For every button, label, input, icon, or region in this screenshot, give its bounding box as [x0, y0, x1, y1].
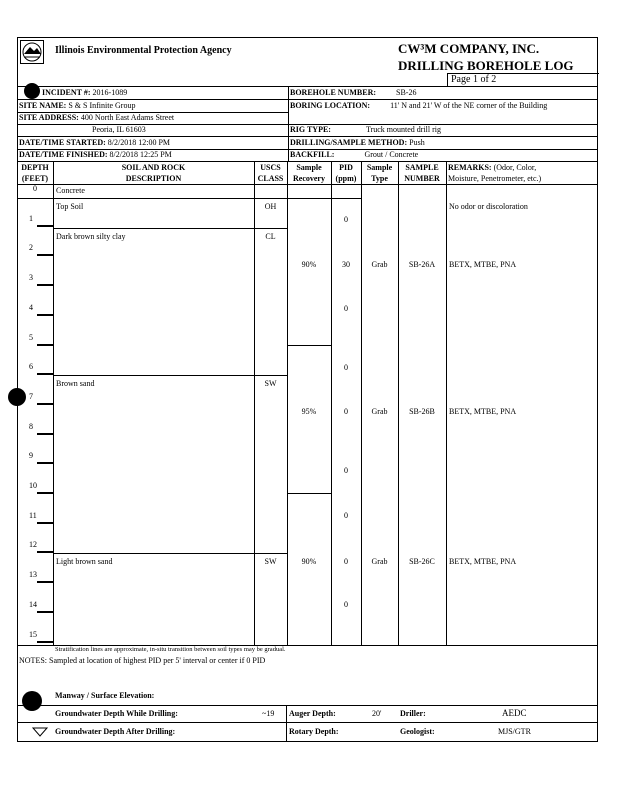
layer-uscs: CL — [265, 232, 276, 241]
agency-name: Illinois Environmental Protection Agency — [55, 45, 232, 56]
depth-tick — [37, 581, 53, 583]
finished-label: DATE/TIME FINISHED: — [19, 150, 108, 159]
started-label: DATE/TIME STARTED: — [19, 138, 106, 147]
layer-uscs: SW — [264, 379, 277, 388]
layer-desc: Top Soil — [56, 202, 84, 211]
sample-pid: 0 — [344, 407, 348, 416]
pid-reading: 0 — [344, 304, 348, 313]
backfill-value: Grout / Concrete — [364, 150, 419, 159]
method-label: DRILLING/SAMPLE METHOD: — [290, 138, 408, 147]
layer-desc: Light brown sand — [56, 557, 113, 566]
borehole-value: SB-26 — [396, 88, 417, 97]
pid-reading: 0 — [344, 215, 348, 224]
depth-tick — [37, 433, 53, 435]
depth-tick — [37, 641, 53, 643]
auger-label: Auger Depth: — [289, 709, 336, 718]
gw-after-label: Groundwater Depth After Drilling: — [55, 727, 176, 736]
depth-label: 11 — [29, 510, 37, 520]
borehole-label: BOREHOLE NUMBER: — [290, 88, 377, 97]
sample-number: SB-26C — [409, 557, 435, 566]
depth-tick — [37, 254, 53, 256]
recovery-col-header: Sample Recovery — [293, 163, 325, 183]
depth-label: 12 — [29, 540, 37, 550]
redaction-dot — [22, 691, 42, 711]
sample-pid: 30 — [342, 260, 350, 269]
layer-desc: Brown sand — [56, 379, 95, 388]
sample-number: SB-26A — [408, 260, 436, 269]
depth-label: 4 — [29, 302, 33, 312]
depth-tick — [37, 462, 53, 464]
pid-reading: 0 — [344, 363, 348, 372]
depth-tick — [37, 522, 53, 524]
depth-tick — [37, 314, 53, 316]
depth-label: 0 — [33, 184, 37, 193]
incident-value: 2016-1089 — [92, 88, 128, 97]
depth-label: 3 — [29, 273, 33, 283]
site-address-label: SITE ADDRESS: — [19, 113, 79, 122]
rig-label: RIG TYPE: — [290, 125, 331, 134]
site-name-label: SITE NAME: — [19, 101, 67, 110]
depth-label: 7 — [29, 391, 33, 401]
sample-recovery: 95% — [301, 407, 317, 416]
company-name: CW³M COMPANY, INC. — [398, 41, 540, 56]
redaction-dot — [24, 83, 40, 99]
sample-remarks: BETX, MTBE, PNA — [449, 557, 517, 566]
pid-reading: 0 — [344, 511, 348, 520]
depth-label: 5 — [29, 332, 33, 342]
sample-type: Grab — [371, 407, 388, 416]
depth-col-header: DEPTH (FEET) — [21, 163, 49, 183]
depth-label: 2 — [29, 243, 33, 253]
redaction-dot — [8, 388, 26, 406]
depth-label: 6 — [29, 362, 33, 372]
geologist-label: Geologist: — [400, 727, 435, 736]
sample-remarks: BETX, MTBE, PNA — [449, 260, 517, 269]
page-indicator: Page 1 of 2 — [447, 73, 599, 87]
site-address-line2: Peoria, IL 61603 — [92, 125, 146, 134]
iepa-logo-icon — [20, 40, 44, 64]
desc-col-header: SOIL AND ROCK DESCRIPTION — [121, 163, 186, 183]
pid-col-header: PID (ppm) — [335, 163, 357, 183]
layer-remark: No odor or discoloration — [449, 202, 528, 211]
pid-reading: 0 — [344, 466, 348, 475]
driller-value: AEDC — [502, 708, 527, 718]
layer-desc: Dark brown silty clay — [56, 232, 126, 241]
log-title: DRILLING BOREHOLE LOG — [398, 58, 574, 73]
depth-label: 13 — [29, 570, 37, 580]
depth-label: 1 — [29, 213, 33, 223]
geologist-value: MJS/GTR — [498, 727, 531, 736]
stratification-note: Stratification lines are approximate, in-situ transition between soil types may be gradual. — [55, 646, 286, 653]
sample-type: Grab — [371, 260, 388, 269]
layer-uscs: OH — [264, 202, 277, 211]
water-level-triangle-icon — [32, 724, 48, 742]
depth-tick — [37, 373, 53, 375]
uscs-col-header: USCS CLASS — [257, 163, 284, 183]
site-name-value: S & S Infinite Group — [68, 101, 136, 110]
notes-text: NOTES: Sampled at location of highest PID per 5' interval or center if 0 PID — [19, 656, 266, 665]
depth-label: 8 — [29, 421, 33, 431]
remarks-col-header: REMARKS: (Odor, Color, Moisture, Penetrometer, etc.) — [448, 163, 542, 183]
depth-label: 9 — [29, 451, 33, 461]
gw-while-value: ~19 — [262, 709, 275, 718]
layer-desc: Concrete — [56, 186, 85, 195]
depth-tick — [37, 225, 53, 227]
started-value: 8/2/2018 12:00 PM — [107, 138, 171, 147]
rotary-label: Rotary Depth: — [289, 727, 339, 736]
site-address-line1: 400 North East Adams Street — [80, 113, 175, 122]
type-col-header: Sample Type — [366, 163, 393, 183]
sample-number: SB-26B — [409, 407, 435, 416]
sample-recovery: 90% — [301, 260, 317, 269]
method-value: Push — [409, 138, 425, 147]
incident-label: INCIDENT #: — [42, 88, 91, 97]
pid-reading: 0 — [344, 600, 348, 609]
backfill-label: BACKFILL: — [290, 150, 335, 159]
auger-value: 20' — [372, 709, 382, 718]
gw-while-label: Groundwater Depth While Drilling: — [55, 709, 178, 718]
rig-value: Truck mounted drill rig — [365, 125, 442, 134]
sample-pid: 0 — [344, 557, 348, 566]
number-col-header: SAMPLE NUMBER — [404, 163, 440, 183]
manway-label: Manway / Surface Elevation: — [55, 691, 155, 700]
depth-label: 10 — [29, 481, 37, 490]
layer-uscs: SW — [264, 557, 277, 566]
finished-value: 8/2/2018 12:25 PM — [109, 150, 172, 159]
depth-tick — [37, 492, 53, 494]
depth-tick — [37, 551, 53, 553]
depth-label: 15 — [29, 629, 37, 639]
sample-remarks: BETX, MTBE, PNA — [449, 407, 517, 416]
depth-tick — [37, 611, 53, 613]
depth-tick — [37, 284, 53, 286]
driller-label: Driller: — [400, 709, 426, 718]
depth-label: 14 — [29, 599, 37, 609]
location-label: BORING LOCATION: — [290, 101, 371, 110]
sample-recovery: 90% — [301, 557, 317, 566]
depth-tick — [37, 403, 53, 405]
location-value: 11' N and 21' W of the NE corner of the Building — [390, 101, 548, 110]
sample-type: Grab — [371, 557, 388, 566]
depth-tick — [37, 344, 53, 346]
